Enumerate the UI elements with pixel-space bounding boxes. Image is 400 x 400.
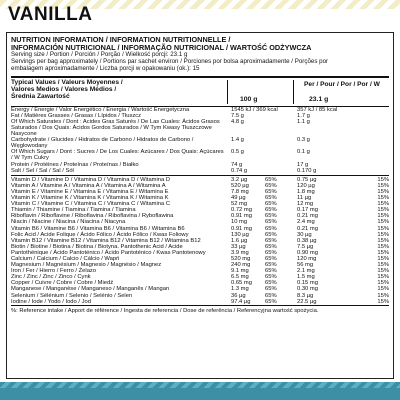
nutrient-label: Magnesium / Magnésium / Magnesio / Magnésio / Magnez <box>11 262 162 269</box>
nutrient-label: Pantothénique / Ácido Pantoténico / Ácido Pantoténico / Kwas Pantotenowy <box>11 249 206 256</box>
value-per-100g: 74 g <box>231 161 243 168</box>
value-per-serving: 0.21 mg <box>297 225 318 232</box>
column-header <box>11 78 389 106</box>
column-divider-2 <box>293 80 294 104</box>
nutrient-label: Niacin / Niacine / Niacina / Niacina / Niacyna <box>11 219 126 226</box>
col-serving-label: 23.1 g <box>309 95 329 103</box>
ri-per-serving: 15% <box>377 298 389 305</box>
nutrient-label: Energy / Énergie / Valor Energético / Energia / Wartość Energetyczna <box>11 106 190 113</box>
nutrient-label: Carbohydrate / Glucides / Hidratos de Carbono / Hidratos de Carbono / Węglowodany <box>11 137 194 150</box>
ri-per-serving: 15% <box>377 292 389 299</box>
value-per-100g: 4.8 g <box>231 118 244 125</box>
nutrition-panel <box>6 32 394 379</box>
ri-per-serving: 15% <box>377 274 389 281</box>
ri-per-serving: 15% <box>377 249 389 256</box>
per-label: Per / Pour / Por / Por / W <box>304 80 380 88</box>
value-per-serving: 1.5 mg <box>297 274 315 281</box>
ri-per-serving: 15% <box>377 243 389 250</box>
ri-per-serving: 15% <box>377 255 389 262</box>
value-per-serving: 0.38 µg <box>297 237 317 244</box>
ri-per-serving: 15% <box>377 286 389 293</box>
servings-per-bag: Servings per bag approximately / Portions par sachet environ / Porciones por bolsa aproximadamente / Porções por <box>11 57 329 65</box>
value-per-serving: 12 mg <box>297 201 314 208</box>
nutrient-label: Iodine / Iode / Yodo / Iodo / Jod <box>11 298 91 305</box>
value-per-100g: 1.3 mg <box>231 286 249 293</box>
nutrient-label: Folic Acid / Acide Folique / Ácido Fólico / Ácido Fólico / Kwas Foliowy <box>11 231 189 238</box>
ri-per-100g: 65% <box>265 237 277 244</box>
nutrient-label: Biotin / Biotine / Biotina / Biotina / Biotyna. Pantothenic Acid / Acide <box>11 243 183 250</box>
ri-per-100g: 65% <box>265 182 277 189</box>
ri-per-100g: 65% <box>265 286 277 293</box>
value-per-serving: 56 mg <box>297 262 314 269</box>
value-per-100g: 520 mg <box>231 255 251 262</box>
ri-per-100g: 65% <box>265 255 277 262</box>
value-per-serving: 7.5 µg <box>297 243 314 250</box>
servings-per-bag-cont: embalagem aproximadamente / Liczba porcji w opakowaniu (ok.): 15 <box>11 64 200 72</box>
ri-per-serving: 15% <box>377 262 389 269</box>
nutrient-label: Calcium / Calcium / Calcio / Cálcio / Wapń <box>11 255 120 262</box>
value-per-100g: 0.74 g <box>231 167 248 174</box>
value-per-serving: 0.3 g <box>297 137 310 144</box>
value-per-serving: 2.4 mg <box>297 219 315 226</box>
ri-per-serving: 15% <box>377 188 389 195</box>
table-row <box>11 168 389 174</box>
value-per-serving: 0.1 g <box>297 149 310 156</box>
value-per-serving: 0.90 mg <box>297 249 318 256</box>
ri-per-serving: 15% <box>377 207 389 214</box>
value-per-100g: 0.91 mg <box>231 213 252 220</box>
value-per-serving: 0.30 mg <box>297 286 318 293</box>
ri-per-100g: 65% <box>265 207 277 214</box>
value-per-100g: 1.4 g <box>231 137 244 144</box>
column-divider-1 <box>227 80 228 104</box>
ri-per-100g: 65% <box>265 298 277 305</box>
nutrient-label: Vitamin E / Vitamine E / Vitamina E / Vitamina E / Witamina E <box>11 188 169 195</box>
value-per-serving: 11 µg <box>297 195 312 202</box>
ri-per-100g: 65% <box>265 219 277 226</box>
ri-per-100g: 65% <box>265 274 277 281</box>
nutrient-label: Vitamin B6 / Vitamine B6 / Vitamina B6 / Vitamina B6 / Witamina B6 <box>11 225 185 232</box>
ri-per-100g: 65% <box>265 292 277 299</box>
header-line-1: NUTRITION INFORMATION / INFORMATION NUTRITIONNELLE / <box>11 35 231 44</box>
value-per-100g: 49 µg <box>231 195 246 202</box>
nutrient-label: Manganese / Manganèse / Manganeso / Manganês / Mangan <box>11 286 170 293</box>
ri-per-serving: 15% <box>377 237 389 244</box>
section-divider <box>11 175 389 176</box>
value-per-serving: 30 µg <box>297 231 312 238</box>
nutrient-label: Copper / Cuivre / Cobre / Cobre / Miedź <box>11 280 114 287</box>
value-per-100g: 0.65 mg <box>231 280 252 287</box>
value-per-100g: 97.4 µg <box>231 298 251 305</box>
ri-per-100g: 65% <box>265 201 277 208</box>
value-per-100g: 33 µg <box>231 243 246 250</box>
serving-size: Serving size / Portion / Porción / Porção / Wielkość porcji: 23.1 g <box>11 51 188 58</box>
table-row <box>11 149 389 161</box>
value-per-100g: 36 µg <box>231 292 246 299</box>
value-per-serving: 0.170 g <box>297 167 317 174</box>
nutrient-label: Iron / Fer / Hierro / Ferro / Żelazo <box>11 268 97 275</box>
ri-per-100g: 65% <box>265 262 277 269</box>
value-per-serving: 8.3 µg <box>297 292 314 299</box>
ri-per-serving: 15% <box>377 195 389 202</box>
ri-per-100g: 65% <box>265 195 277 202</box>
table-row <box>11 299 389 305</box>
nutrient-label: Vitamin B12 / Vitamine B12 / Vitamina B12 / Vitamina B12 / Witamina B12 <box>11 237 201 244</box>
nutrient-label: Of Which Sugars / Dont : Sucres / De Los Cuales: Azúcares / Dos Quais: Açúcares / W Tym Cukry <box>11 149 224 162</box>
value-per-100g: 0.91 mg <box>231 225 252 232</box>
ri-per-100g: 65% <box>265 268 277 275</box>
bottom-stripe-band <box>0 382 400 400</box>
ri-per-100g: 65% <box>265 243 277 250</box>
nutrient-rows <box>11 107 389 305</box>
ri-per-serving: 15% <box>377 219 389 226</box>
nutrient-label: Selenium / Sélénium / Selenio / Selénio / Selen <box>11 292 133 299</box>
ri-per-100g: 65% <box>265 280 277 287</box>
value-per-100g: 1545 kJ / 369 kcal <box>231 106 278 113</box>
ri-per-100g: 65% <box>265 213 277 220</box>
typical-values-line-1: Typical Values / Valeurs Moyennes / <box>11 78 123 86</box>
value-per-serving: 0.75 µg <box>297 176 317 183</box>
ri-per-serving: 15% <box>377 213 389 220</box>
value-per-100g: 1.6 µg <box>231 237 248 244</box>
divider-bottom <box>11 305 389 306</box>
table-row <box>11 119 389 137</box>
nutrient-label: Thiamin / Thiamine / Tiamina / Tiamina / Tiamina <box>11 207 136 214</box>
nutrient-label: Vitamin C / Vitamine C / Vitamina C / Vitamina C / Witamina C <box>11 201 171 208</box>
value-per-serving: 22.5 µg <box>297 298 317 305</box>
ri-per-serving: 15% <box>377 280 389 287</box>
value-per-serving: 0.17 mg <box>297 207 318 214</box>
typical-values-line-3: Średnia Zawartość <box>11 92 70 100</box>
value-per-100g: 0.72 mg <box>231 207 252 214</box>
value-per-100g: 3.9 mg <box>231 249 249 256</box>
ri-per-serving: 15% <box>377 182 389 189</box>
nutrient-label: Zinc / Zinc / Zinc / Zinco / Cynk <box>11 274 91 281</box>
value-per-100g: 240 mg <box>231 262 251 269</box>
nutrient-label: Vitamin K / Vitamine K / Vitamina K / Vitamina K / Witamina K <box>11 195 169 202</box>
table-row <box>11 137 389 149</box>
ri-per-100g: 65% <box>265 231 277 238</box>
panel-header <box>7 33 393 74</box>
nutrient-label: Vitamin A / Vitamine A / Vitamina A / Vitamina A / Witamina A <box>11 182 166 189</box>
ri-per-100g: 65% <box>265 176 277 183</box>
value-per-serving: 357 kJ / 85 kcal <box>297 106 338 113</box>
value-per-100g: 3.2 µg <box>231 176 248 183</box>
ri-per-serving: 15% <box>377 225 389 232</box>
nutrient-label: Salt / Sel / Sal / Sal / Sól <box>11 167 74 174</box>
ri-per-serving: 15% <box>377 201 389 208</box>
flavor-title: VANILLA <box>8 4 93 25</box>
value-per-serving: 0.15 mg <box>297 280 318 287</box>
reference-intake-note: %: Reference intake / Apport de référence / Ingesta de referencia / Dose de referência / Referencyjna wartość spożycia. <box>11 307 319 314</box>
value-per-serving: 1.7 g <box>297 112 310 119</box>
ri-per-serving: 15% <box>377 176 389 183</box>
value-per-100g: 520 µg <box>231 182 249 189</box>
value-per-serving: 1.8 mg <box>297 188 315 195</box>
nutrient-label: Riboflavin / Riboflavine / Riboflavina / Riboflavina / Ryboflawina <box>11 213 174 220</box>
ri-per-serving: 15% <box>377 268 389 275</box>
value-per-serving: 120 µg <box>297 182 315 189</box>
value-per-serving: 1.1 g <box>297 118 310 125</box>
typical-values-line-2: Valores Medios / Valores Médios / <box>11 85 117 93</box>
ri-per-100g: 65% <box>265 225 277 232</box>
typical-values-label <box>11 80 123 101</box>
value-per-100g: 6.5 mg <box>231 274 249 281</box>
value-per-serving: 2.1 mg <box>297 268 315 275</box>
value-per-serving: 17 g <box>297 161 309 168</box>
value-per-serving: 120 mg <box>297 255 317 262</box>
header-line-2: INFORMACIÓN NUTRICIONAL / INFORMAÇÃO NUTRICIONAL / WARTOŚĆ ODŻYWCZA <box>11 43 312 52</box>
ri-per-serving: 15% <box>377 231 389 238</box>
ri-per-100g: 65% <box>265 188 277 195</box>
value-per-100g: 130 µg <box>231 231 249 238</box>
nutrient-label: Vitamin D / Vitamine D / Vitamina D / Vitamina D / Witamina D <box>11 176 171 183</box>
ri-per-100g: 65% <box>265 249 277 256</box>
value-per-100g: 7.8 mg <box>231 188 249 195</box>
value-per-100g: 10 mg <box>231 219 248 226</box>
nutrient-label: Fat / Matières Grasses / Grasas / Lípidos / Tłuszcz <box>11 112 142 119</box>
value-per-serving: 0.21 mg <box>297 213 318 220</box>
nutrient-label: Of Which Saturates / Dont : Acides Gras Saturés / De Las Cuales: Ácidos Grasos Saturados / Dos Quais: Ácidos Gordos Saturados / W Tym Kwasy Tłuszczowe Nasycone <box>11 118 220 138</box>
value-per-100g: 9.1 mg <box>231 268 249 275</box>
value-per-100g: 0.5 g <box>231 149 244 156</box>
value-per-100g: 7.5 g <box>231 112 244 119</box>
value-per-100g: 52 mg <box>231 201 248 208</box>
col-100g-label: 100 g <box>240 95 258 103</box>
nutrient-label: Protein / Protéines / Proteínas / Proteínas / Białko <box>11 161 139 168</box>
